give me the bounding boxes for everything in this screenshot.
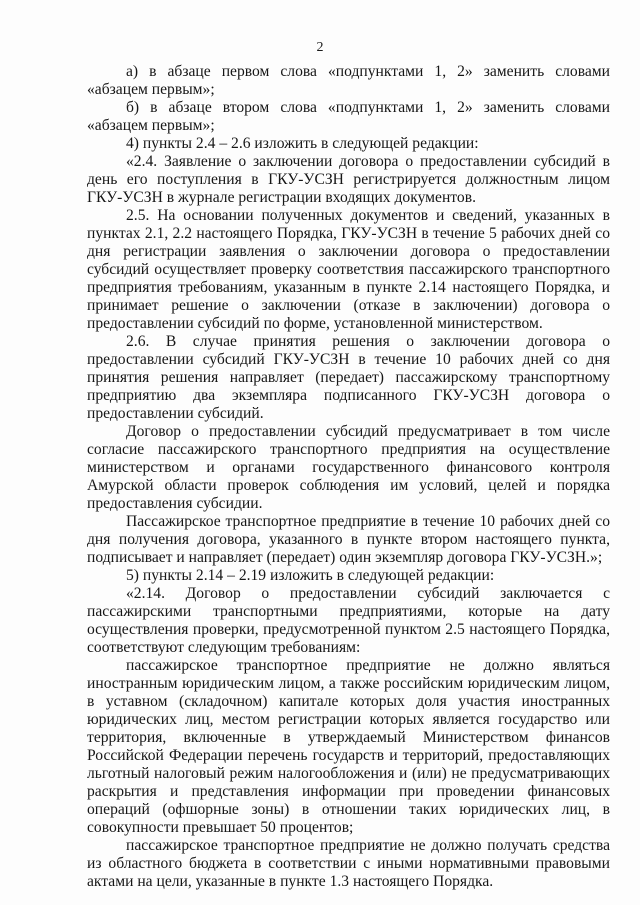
paragraph: пассажирское транспортное предприятие не должно получать средства из областного бюджета в соответствии с иными нормативными правовыми актами на цели, указанные в пункте 1.3 настоящего Порядка. (87, 837, 610, 890)
paragraph: а) в абзаце первом слова «подпунктами 1, 2» заменить словами «абзацем первым»; (87, 63, 610, 98)
document-body (87, 63, 610, 891)
paragraph: Пассажирское транспортное предприятие в течение 10 рабочих дней со дня получения договора, указанного в пункте втором настоящего пункта, подписывает и направляет (передает) один экземпляр договора ГКУ-УСЗН.»; (87, 513, 610, 566)
paragraph: 4) пункты 2.4 – 2.6 изложить в следующей редакции: (126, 135, 479, 152)
paragraph: пассажирское транспортное предприятие не должно являться иностранным юридическим лицом, а также российским юридическим лицом, в уставном (складочном) капитале которых доля участия иностранных юридических лиц, местом регистрации которых является государство или территория, включенные в утверждаемый Министерством финансов Российской Федерации перечень государств и территорий, предоставляющих льготный налоговый режим налогообложения и (или) не предусматривающих раскрытия и представления информации при проведении финансовых операций (офшорные зоны) в отношении таких юридических лиц, в совокупности превышает 50 процентов; (87, 657, 610, 836)
paragraph: 5) пункты 2.14 – 2.19 изложить в следующей редакции: (126, 567, 495, 584)
paragraph: 2.5. На основании полученных документов и сведений, указанных в пунктах 2.1, 2.2 настоящего Порядка, ГКУ-УСЗН в течение 5 рабочих дней со дня регистрации заявления о заключении договора о предоставлении субсидий осуществляет проверку соответствия пассажирского транспортного предприятия требованиям, указанным в пункте 2.14 настоящего Порядка, и принимает решение о заключении (отказе в заключении) договора о предоставлении субсидий по форме, установленной министерством. (87, 207, 610, 332)
paragraph: Договор о предоставлении субсидий предусматривает в том числе согласие пассажирского транспортного предприятия на осуществление министерством и органами государственного финансового контроля Амурской области проверок соблюдения им условий, целей и порядка предоставления субсидии. (87, 423, 610, 512)
paragraph: «2.4. Заявление о заключении договора о предоставлении субсидий в день его поступления в ГКУ-УСЗН регистрируется должностным лицом ГКУ-УСЗН в журнале регистрации входящих документов. (87, 153, 610, 206)
paragraph: б) в абзаце втором слова «подпунктами 1, 2» заменить словами «абзацем первым»; (87, 99, 610, 134)
paragraph: «2.14. Договор о предоставлении субсидий заключается с пассажирскими транспортными предприятиями, которые на дату осуществления проверки, предусмотренной пунктом 2.5 настоящего Порядка, соответствуют следующим требованиям: (87, 585, 610, 656)
paragraph: 2.6. В случае принятия решения о заключении договора о предоставлении субсидий ГКУ-УСЗН в течение 10 рабочих дней со дня принятия решения направляет (передает) пассажирскому транспортному предприятию два экземпляра подписанного ГКУ-УСЗН договора о предоставлении субсидий. (87, 333, 610, 422)
page-number: 2 (316, 40, 324, 55)
